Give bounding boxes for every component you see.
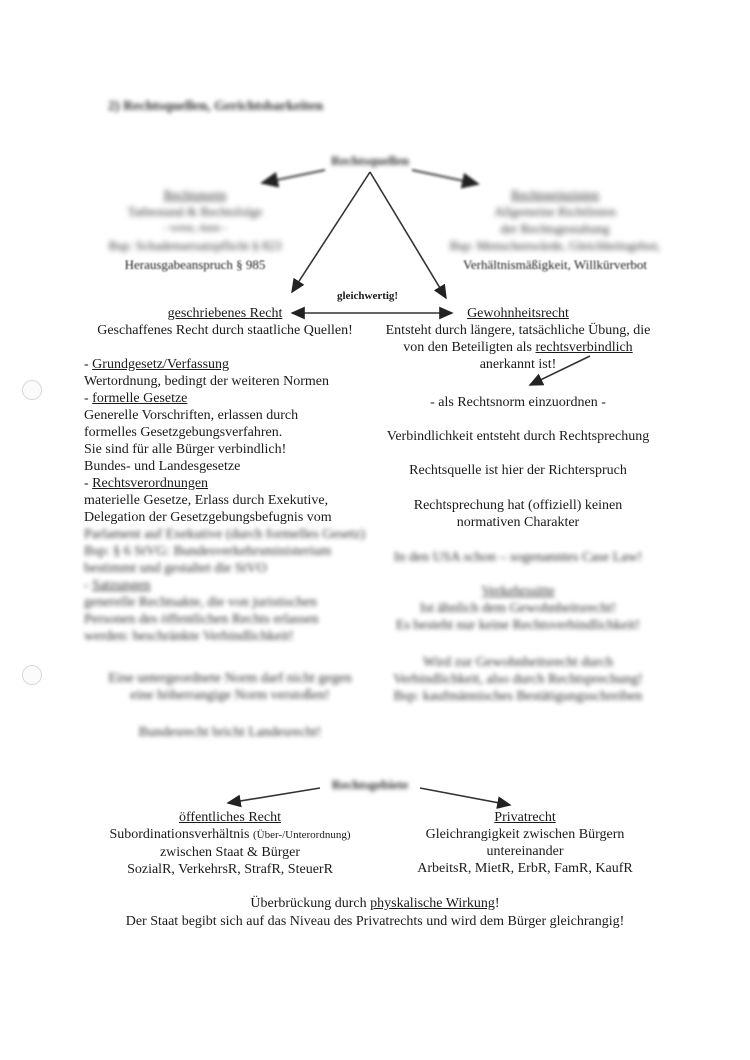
geschriebenes-recht-header [80, 305, 370, 339]
hierarchy-note: Eine untergeordnete Norm darf nicht gegen eine höherrangige Norm verstoßen! [108, 671, 352, 703]
gewohnheitsrecht-title: Gewohnheitsrecht [467, 306, 569, 321]
privatrecht-line: untereinander [486, 844, 564, 859]
list-item-line: Generelle Vorschriften, erlassen durch [84, 408, 299, 423]
blurred-line: Personen des öffentlichen Rechts erlassen [84, 612, 319, 627]
privatrecht-block [370, 809, 680, 877]
oeffentliches-recht-block [80, 809, 380, 878]
verkehrssitte-block: Verkehrssitte Ist ähnlich dem Gewohnheitsrecht! Es besteht nur keine Rechtsverbindlichkeit! [395, 584, 641, 633]
bundesrecht-note: Bundesrecht bricht Landesrecht! [138, 725, 322, 740]
geschriebenes-recht-subtitle: Geschaffenes Recht durch staatliche Quellen! [97, 323, 353, 338]
gleichwertig-label: gleichwertig! [337, 290, 399, 302]
rechtsnorm-last-line: Herausgabeanspruch § 985 [124, 257, 266, 272]
gewohnheitsrecht-line: von den Beteiligten als rechtsverbindlich [403, 340, 633, 355]
verbindlichkeit-block: Wird zur Gewohnheitsrecht durch Verbindlichkeit, also durch Rechtsprechung! Bsp: kaufmännisches Bestätigungsschreiben [393, 655, 643, 704]
rechtsprinzipien-title: Rechtsprinzipien [510, 187, 600, 202]
list-item-line: formelles Gesetzgebungsverfahren. [84, 425, 283, 440]
list-item-head: - Satzungen [84, 578, 151, 593]
gewohnheitsrecht-p3: Rechtsquelle ist hier der Richterspruch [409, 463, 627, 478]
blurred-line: Bsp: § 6 StVG: Bundesverkehrsministerium [84, 544, 332, 559]
list-item-line: Delegation der Gesetzgebungsbefugnis vom [84, 510, 332, 525]
privatrecht-line: Gleichrangigkeit zwischen Bürgern [425, 827, 625, 842]
gewohnheitsrecht-line: Entsteht durch längere, tatsächliche Übung, die [385, 323, 651, 338]
list-item-head: - formelle Gesetze [84, 391, 188, 406]
gewohnheitsrecht-p4: Rechtsprechung hat (offiziell) keinen normativen Charakter [413, 498, 623, 530]
rechtsnorm-line: Tatbestand & Rechtsfolge [127, 204, 263, 219]
case-law-note: In den USA schon – sogenanntes Case Law! [393, 550, 643, 565]
blurred-line: generelle Rechtsakte, die von juristischen [84, 595, 317, 610]
rechtsprinzipien-line: Allgemeine Richtlinien [494, 204, 616, 219]
list-item-line: Wertordnung, bedingt der weiteren Normen [84, 374, 329, 389]
rechtsnorm-block [90, 186, 300, 254]
list-item-line: Bundes- und Landesgesetze [84, 459, 241, 474]
list-item-line: Sie sind für alle Bürger verbindlich! [84, 442, 287, 457]
rechtsnorm-line: - wenn, dann - [163, 222, 227, 234]
privatrecht-line: ArbeitsR, MietR, ErbR, FamR, KaufR [417, 861, 633, 876]
rechtsquellen-title: Rechtsquellen [331, 153, 409, 168]
gewohnheitsrecht-p1: - als Rechtsnorm einzuordnen - [430, 395, 606, 410]
oeffentliches-recht-title: öffentliches Recht [179, 810, 281, 825]
list-item-head: - Grundgesetz/Verfassung [84, 357, 230, 372]
rechtsprinzipien-block [420, 186, 690, 254]
rechtsgebiete-title: Rechtsgebiete [331, 777, 409, 792]
arrow-to-geschrieben [292, 172, 370, 292]
rechtsprinzipien-line: der Rechtsgestaltung [500, 221, 610, 236]
blurred-line: bestimmt und gestaltet die StVO [84, 561, 267, 576]
blurred-line: werden: beschränkte Verbindlichkeit! [84, 629, 294, 644]
final-statement: Der Staat begibt sich auf das Niveau des Privatrechts und wird dem Bürger gleichrangig! [125, 914, 625, 929]
geschriebenes-recht-list [84, 356, 374, 526]
gewohnheitsrecht-block [368, 305, 668, 373]
geschriebenes-recht-blurred [84, 526, 384, 645]
bridge-line: Überbrückung durch physkalische Wirkung! [250, 896, 500, 911]
rechtsnorm-line: Bsp: Schadensersatzpflicht § 823 [108, 238, 282, 253]
gewohnheitsrecht-line: anerkannt ist! [479, 357, 557, 372]
rechtsprinzipien-last-line: Verhältnismäßigkeit, Willkürverbot [462, 257, 648, 272]
oeffentliches-recht-line: zwischen Staat & Bürger [159, 845, 301, 860]
list-item-line: materielle Gesetze, Erlass durch Exekutive, [84, 493, 329, 508]
oeffentliches-recht-line: SozialR, VerkehrsR, StrafR, SteuerR [127, 862, 333, 877]
page-heading: 2) Rechtsquellen, Gerichtsbarkeiten [108, 99, 324, 114]
rechtsprinzipien-line: Bsp: Menschenwürde, Gleichheitsgebot, [449, 238, 661, 253]
blurred-line: Parlament auf Exekutive (durch formelles Gesetz) [84, 527, 366, 542]
geschriebenes-recht-title: geschriebenes Recht [167, 306, 283, 321]
gewohnheitsrecht-p2: Verbindlichkeit entsteht durch Rechtsprechung [386, 429, 650, 444]
list-item-head: - Rechtsverordnungen [84, 476, 209, 491]
rechtsnorm-title: Rechtsnorm [163, 187, 227, 202]
oeffentliches-recht-line: Subordinationsverhältnis (Über-/Unterordnung) [109, 827, 351, 842]
privatrecht-title: Privatrecht [494, 810, 556, 825]
